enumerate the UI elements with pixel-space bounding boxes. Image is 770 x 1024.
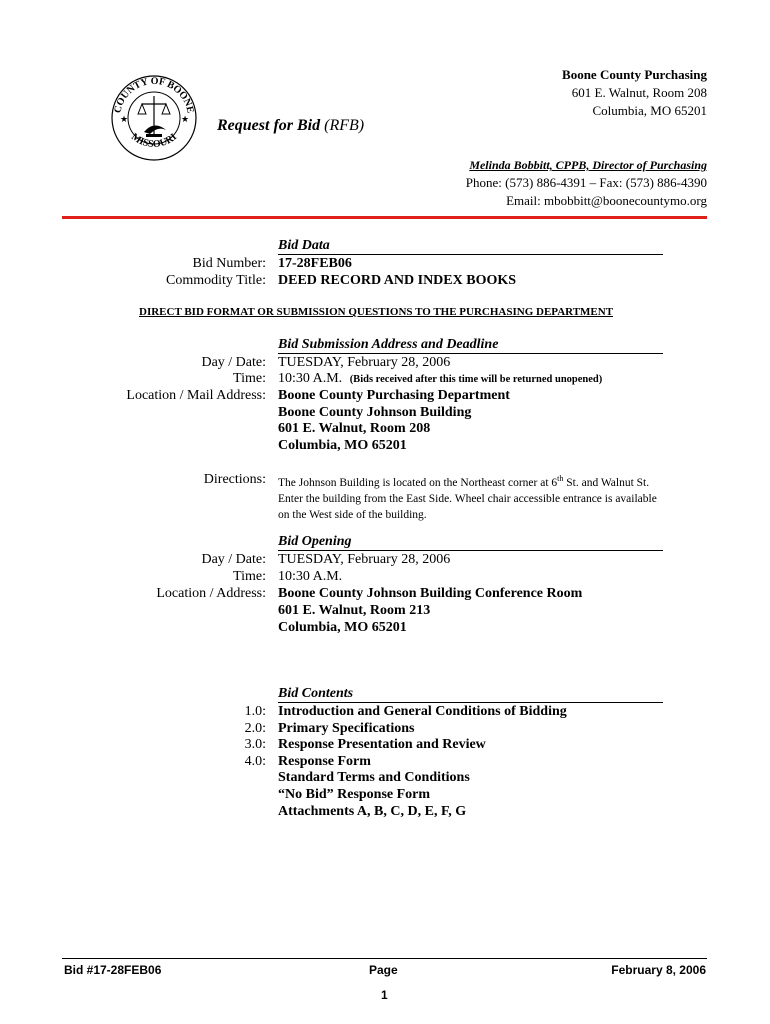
submission-address-line2: Boone County Johnson Building bbox=[278, 405, 472, 420]
submission-address-line4: Columbia, MO 65201 bbox=[278, 438, 407, 453]
contents-item-7: Attachments A, B, C, D, E, F, G bbox=[278, 804, 467, 819]
opening-day-label: Day / Date: bbox=[201, 552, 266, 567]
phone-fax: Phone: (573) 886-4391 – Fax: (573) 886-4390 bbox=[465, 175, 707, 190]
contents-item-4: Response Form bbox=[278, 754, 371, 769]
director-name: Melinda Bobbitt, CPPB, Director of Purchasing bbox=[469, 158, 707, 172]
opening-address-line2: 601 E. Walnut, Room 213 bbox=[278, 603, 431, 618]
direct-bid-note: DIRECT BID FORMAT OR SUBMISSION QUESTIONS TO THE PURCHASING DEPARTMENT bbox=[139, 306, 614, 318]
submission-address-line3: 601 E. Walnut, Room 208 bbox=[278, 421, 431, 436]
email-address[interactable]: Email: mbobbitt@boonecountymo.org bbox=[506, 193, 707, 208]
bid-data-heading: Bid Data bbox=[278, 238, 663, 255]
submission-address-line1: Boone County Purchasing Department bbox=[278, 388, 510, 403]
submission-time-note: (Bids received after this time will be returned unopened) bbox=[349, 374, 603, 385]
svg-text:★: ★ bbox=[181, 114, 190, 124]
directions-text bbox=[278, 471, 658, 523]
directions-sup: th bbox=[557, 474, 564, 483]
svg-text:COUNTY OF BOONE: COUNTY OF BOONE bbox=[112, 75, 196, 115]
org-block bbox=[562, 66, 707, 120]
contents-num-4: 4.0: bbox=[244, 754, 266, 769]
contents-num-2: 2.0: bbox=[244, 721, 266, 736]
directions-label: Directions: bbox=[203, 472, 266, 487]
header-divider bbox=[62, 216, 707, 219]
directions-post: St. and Walnut St. Enter the building from the East Side. Wheel chair accessible entrance is available on the West side of the building. bbox=[278, 476, 657, 521]
submission-time-label: Time: bbox=[233, 371, 266, 386]
org-address-line1: 601 E. Walnut, Room 208 bbox=[571, 85, 707, 100]
contents-item-5: Standard Terms and Conditions bbox=[278, 770, 470, 785]
commodity-value: DEED RECORD AND INDEX BOOKS bbox=[278, 273, 517, 288]
contents-item-2: Primary Specifications bbox=[278, 721, 415, 736]
county-seal-logo bbox=[108, 70, 200, 162]
org-name: Boone County Purchasing bbox=[562, 67, 707, 82]
opening-address-line1: Boone County Johnson Building Conference Room bbox=[278, 586, 583, 601]
contents-heading: Bid Contents bbox=[278, 686, 663, 703]
submission-day-label: Day / Date: bbox=[201, 355, 266, 370]
contents-item-6: “No Bid” Response Form bbox=[278, 787, 431, 802]
contact-block bbox=[466, 156, 707, 210]
directions-pre: The Johnson Building is located on the Northeast corner at 6 bbox=[278, 476, 558, 489]
submission-time-row bbox=[278, 371, 602, 387]
submission-heading: Bid Submission Address and Deadline bbox=[278, 337, 663, 354]
svg-text:★: ★ bbox=[120, 114, 129, 124]
footer-rule bbox=[62, 958, 707, 959]
footer-date: February 8, 2006 bbox=[611, 963, 706, 977]
bid-number-value: 17-28FEB06 bbox=[278, 256, 352, 271]
opening-heading: Bid Opening bbox=[278, 534, 663, 551]
document-title bbox=[217, 117, 364, 135]
bid-number-label: Bid Number: bbox=[192, 256, 266, 271]
opening-day-value: TUESDAY, February 28, 2006 bbox=[278, 552, 451, 567]
org-address-line2: Columbia, MO 65201 bbox=[592, 103, 707, 118]
submission-day-value: TUESDAY, February 28, 2006 bbox=[278, 355, 451, 370]
opening-time-label: Time: bbox=[233, 569, 266, 584]
submission-time-value: 10:30 A.M. bbox=[278, 371, 343, 386]
opening-time-value: 10:30 A.M. bbox=[278, 569, 343, 584]
contents-item-1: Introduction and General Conditions of Bidding bbox=[278, 704, 567, 719]
submission-location-label: Location / Mail Address: bbox=[126, 388, 266, 403]
footer-bid-ref: Bid #17-28FEB06 bbox=[64, 963, 162, 977]
footer-page-label: Page bbox=[369, 963, 398, 977]
title-main: Request for Bid bbox=[217, 117, 321, 134]
contents-num-1: 1.0: bbox=[244, 704, 266, 719]
page-number: 1 bbox=[381, 988, 388, 1002]
contents-num-3: 3.0: bbox=[244, 737, 266, 752]
title-abbr: (RFB) bbox=[324, 117, 365, 134]
opening-location-label: Location / Address: bbox=[156, 586, 266, 601]
commodity-label: Commodity Title: bbox=[166, 273, 266, 288]
contents-item-3: Response Presentation and Review bbox=[278, 737, 486, 752]
svg-text:MISSOURI: MISSOURI bbox=[129, 131, 179, 151]
opening-address-line3: Columbia, MO 65201 bbox=[278, 620, 407, 635]
